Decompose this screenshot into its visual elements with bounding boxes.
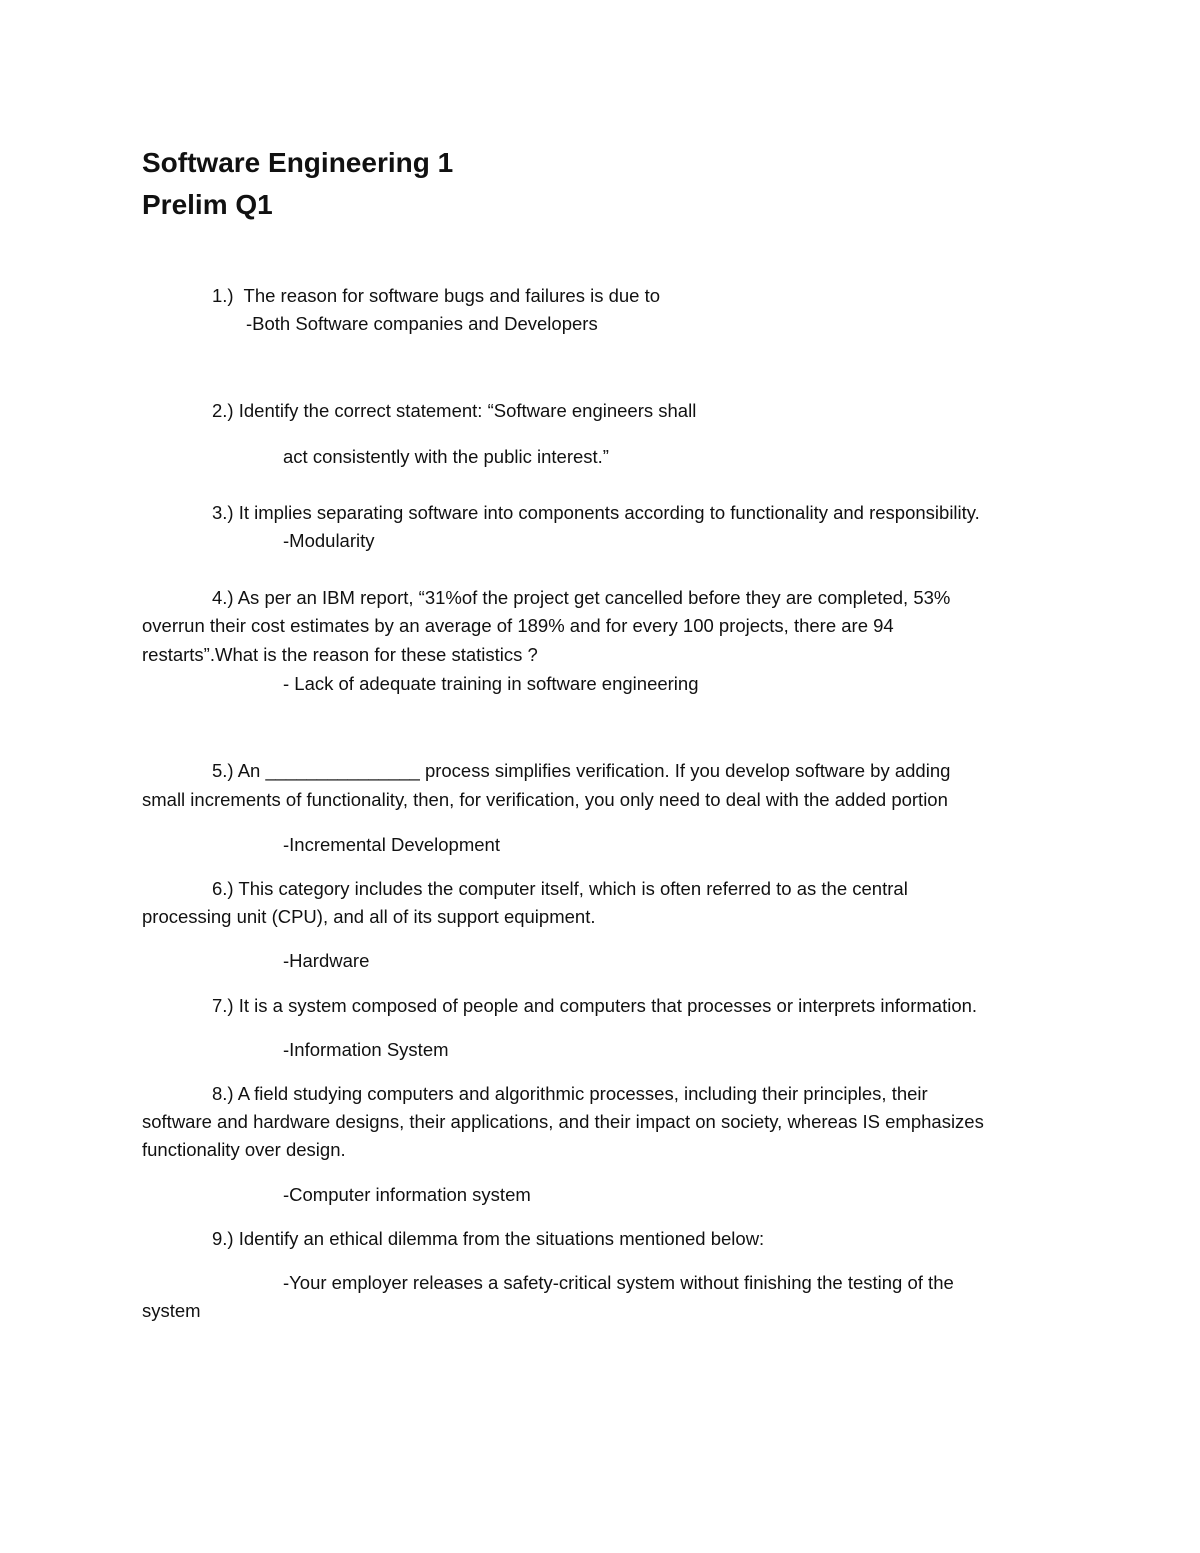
question-4-text-line-3: restarts”.What is the reason for these statistics ? — [142, 644, 538, 665]
question-5-text-line-1: 5.) An _______________ process simplifies verification. If you develop software by adding — [212, 760, 951, 781]
question-8-text-line-2: software and hardware designs, their applications, and their impact on society, whereas IS emphasizes — [142, 1111, 984, 1132]
question-5-text-line-2: small increments of functionality, then, for verification, you only need to deal with the added portion — [142, 789, 948, 810]
question-6-answer: -Hardware — [283, 950, 370, 971]
question-1-answer: -Both Software companies and Developers — [246, 313, 598, 334]
question-2-answer: act consistently with the public interest.” — [283, 446, 609, 467]
question-9-answer-line-1: -Your employer releases a safety-critical system without finishing the testing of the — [283, 1272, 954, 1293]
question-7-answer: -Information System — [283, 1039, 449, 1060]
question-4-answer: - Lack of adequate training in software engineering — [283, 673, 699, 694]
question-8-text-line-3: functionality over design. — [142, 1139, 346, 1160]
question-3-answer: -Modularity — [283, 530, 375, 551]
question-9-answer-line-2: system — [142, 1300, 201, 1321]
question-2-text: 2.) Identify the correct statement: “Software engineers shall — [212, 400, 697, 421]
question-7-text: 7.) It is a system composed of people and computers that processes or interprets information. — [212, 995, 978, 1016]
question-4-text-line-2: overrun their cost estimates by an average of 189% and for every 100 projects, there are 94 — [142, 615, 894, 636]
question-4-text-line-1: 4.) As per an IBM report, “31%of the project get cancelled before they are completed, 53% — [212, 587, 951, 608]
document-title: Software Engineering 1 — [142, 147, 454, 178]
document-subtitle: Prelim Q1 — [142, 189, 273, 220]
question-6-text-line-1: 6.) This category includes the computer itself, which is often referred to as the central — [212, 878, 908, 899]
question-5-answer: -Incremental Development — [283, 834, 500, 855]
question-3-text: 3.) It implies separating software into components according to functionality and responsibility. — [212, 502, 980, 523]
question-8-answer: -Computer information system — [283, 1184, 531, 1205]
question-6-text-line-2: processing unit (CPU), and all of its support equipment. — [142, 906, 596, 927]
question-9-text: 9.) Identify an ethical dilemma from the situations mentioned below: — [212, 1228, 765, 1249]
question-8-text-line-1: 8.) A field studying computers and algorithmic processes, including their principles, their — [212, 1083, 928, 1104]
question-1-text: 1.) The reason for software bugs and failures is due to — [212, 285, 661, 306]
